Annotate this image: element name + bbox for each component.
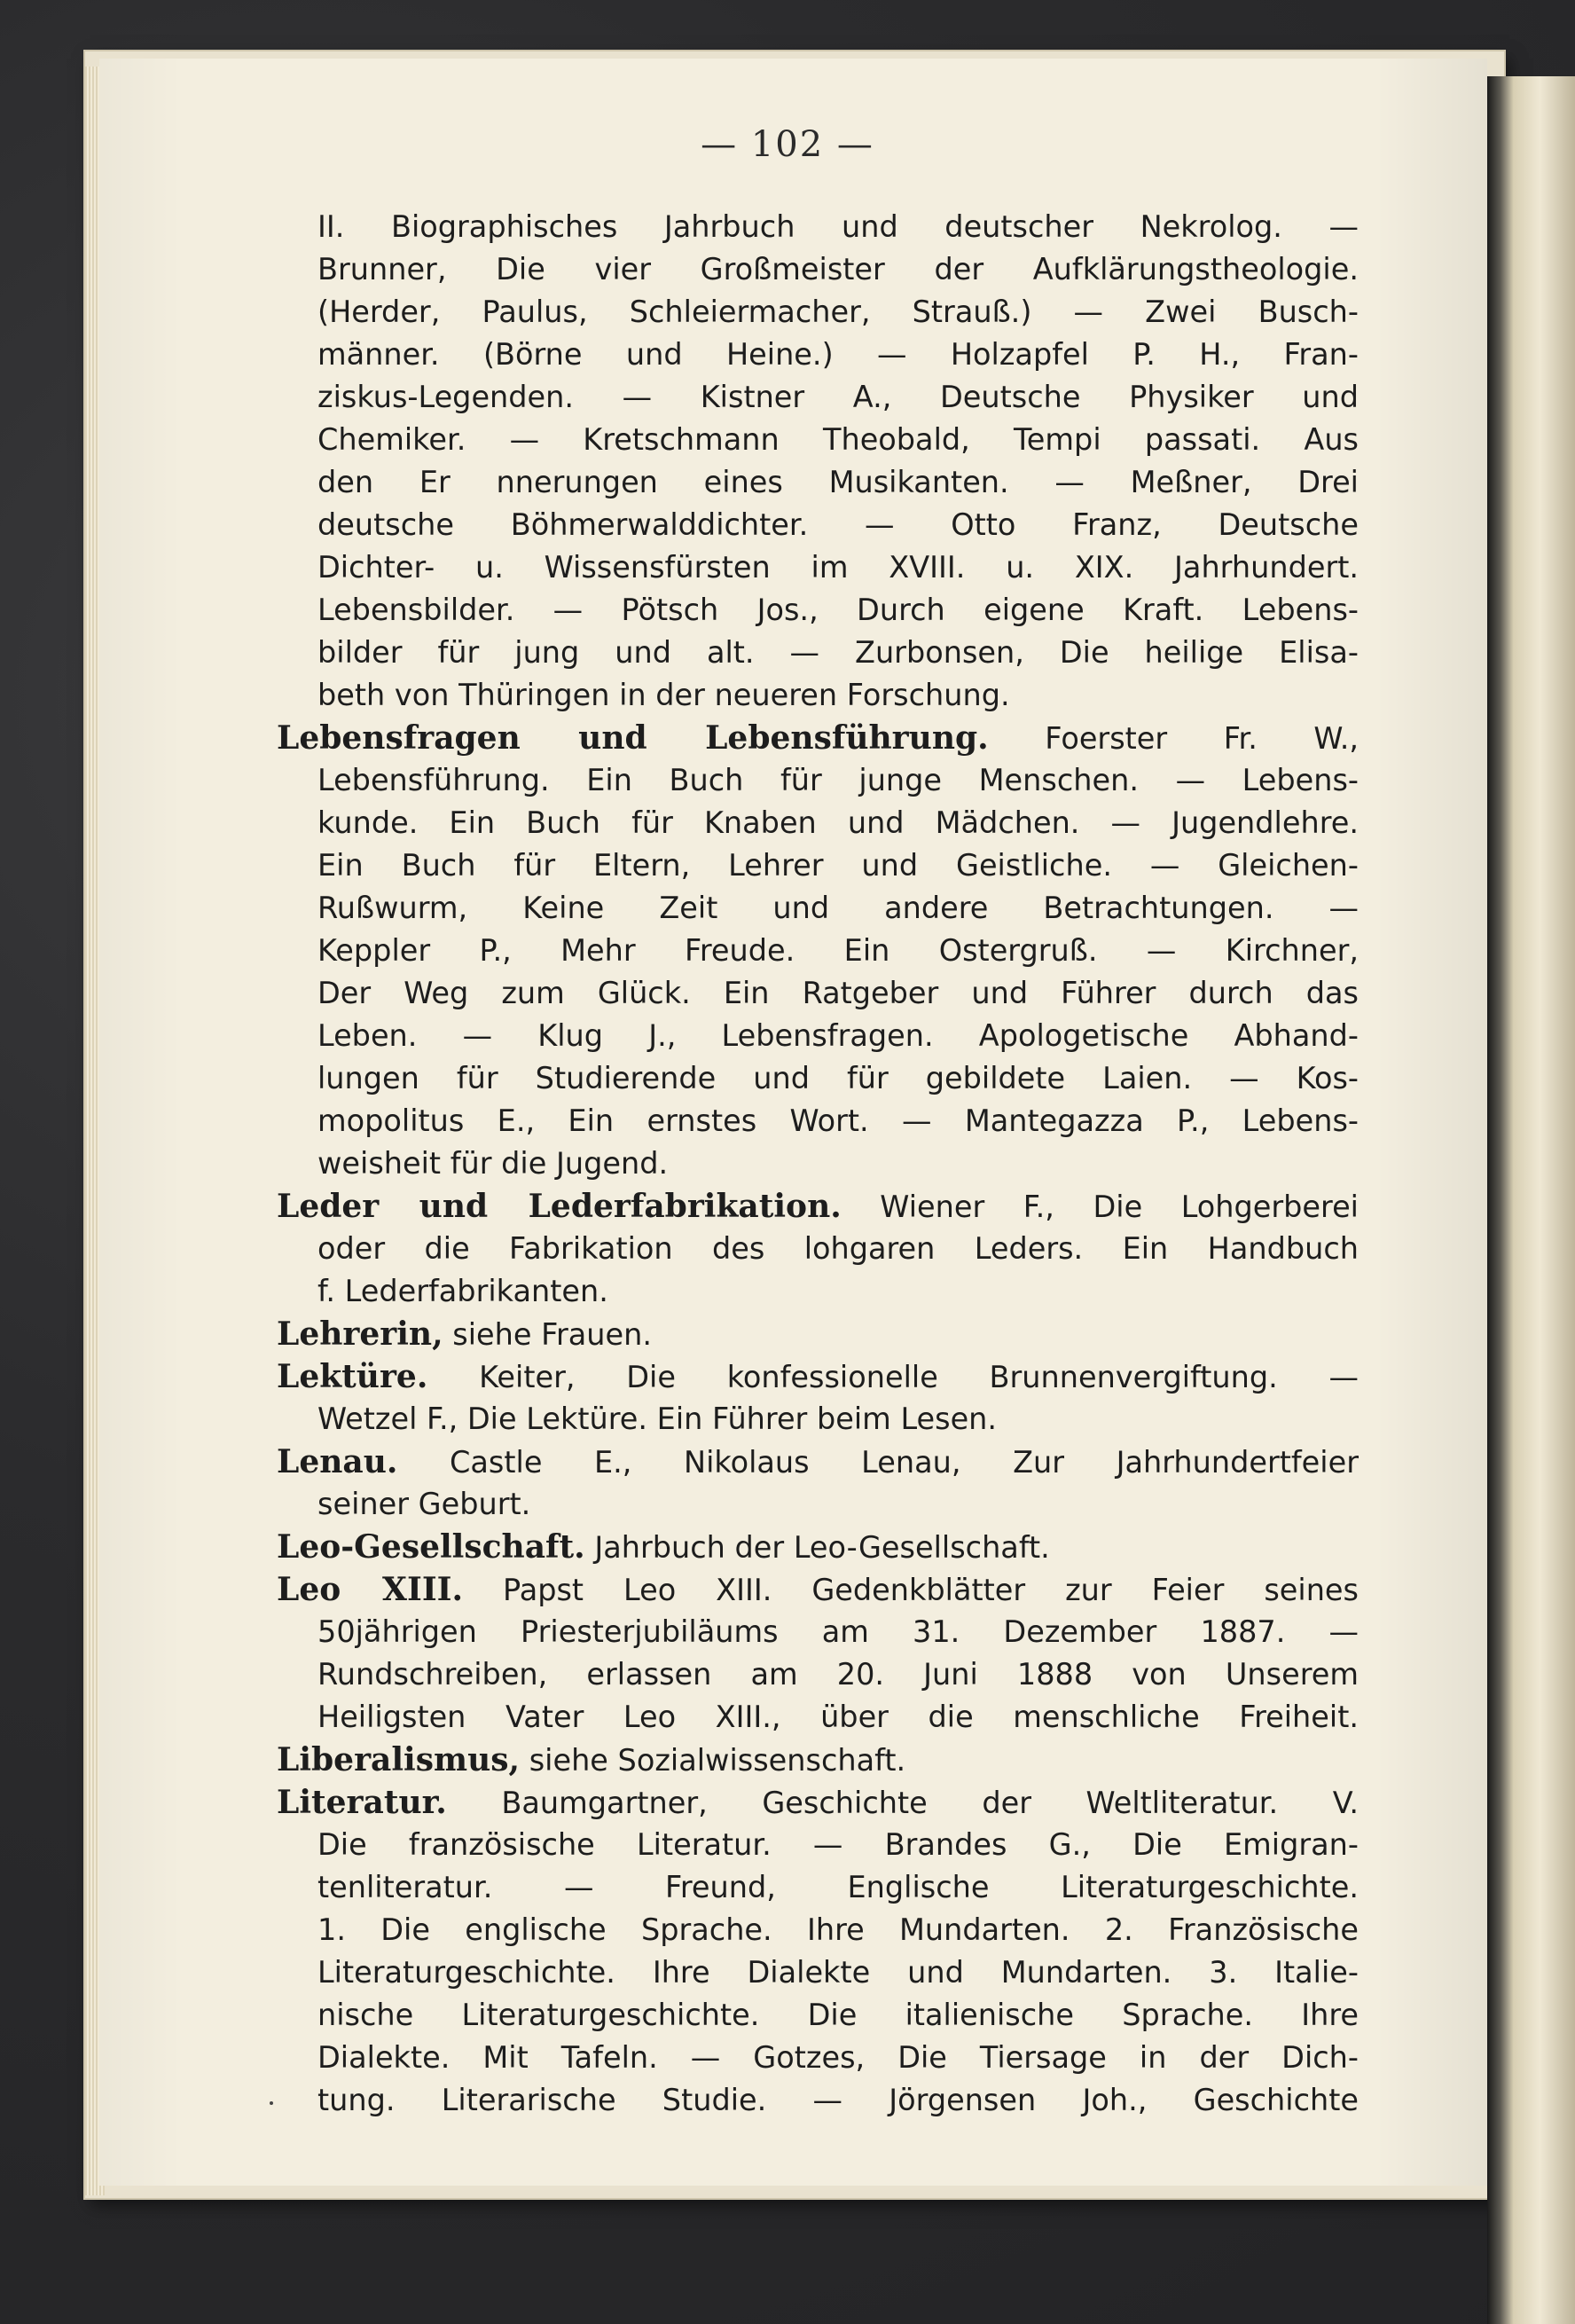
text-line xyxy=(277,248,1359,291)
text-line xyxy=(277,546,1359,589)
line-text: (Herder, Paulus, Schleiermacher, Strauß.) — Zwei Busch- xyxy=(317,294,1359,329)
text-line xyxy=(277,419,1359,461)
entry-heading: Lenau. xyxy=(277,1443,398,1480)
line-text: deutsche Böhmerwalddichter. — Otto Franz, Deutsche xyxy=(317,507,1359,542)
entry-heading: Liberalismus, xyxy=(277,1741,521,1778)
line-text: 1. Die englische Sprache. Ihre Mundarten. 2. Französische xyxy=(317,1912,1359,1947)
line-text: ziskus-Legenden. — Kistner A., Deutsche Physiker und xyxy=(317,380,1359,414)
index-entry-line xyxy=(277,1355,1359,1398)
text-line xyxy=(277,461,1359,504)
line-text: Chemiker. — Kretschmann Theobald, Tempi passati. Aus xyxy=(317,422,1359,457)
text-line xyxy=(277,1483,1359,1526)
line-text: lungen für Studierende und für gebildete Laien. — Kos- xyxy=(317,1061,1359,1095)
line-text: Papst Leo XIII. Gedenkblätter zur Feier seines xyxy=(463,1573,1359,1607)
text-line xyxy=(277,2037,1359,2079)
line-text: Wetzel F., Die Lektüre. Ein Führer beim Lesen. xyxy=(317,1401,998,1436)
line-text: Dichter- u. Wissensfürsten im XVIII. u. XIX. Jahrhundert. xyxy=(317,550,1359,585)
index-entry-line xyxy=(277,1441,1359,1483)
line-text: Heiligsten Vater Leo XIII., über die menschliche Freiheit. xyxy=(317,1700,1359,1734)
text-line xyxy=(277,1398,1359,1441)
text-line xyxy=(277,589,1359,632)
text-line xyxy=(277,1015,1359,1057)
line-text: Castle E., Nikolaus Lenau, Zur Jahrhundertfeier xyxy=(397,1445,1359,1480)
line-text: Baumgartner, Geschichte der Weltliteratur. V. xyxy=(446,1786,1359,1820)
index-entry-line xyxy=(277,717,1359,759)
text-line xyxy=(277,334,1359,376)
line-text: II. Biographisches Jahrbuch und deutscher Nekrolog. — xyxy=(317,209,1359,244)
line-text: bilder für jung und alt. — Zurbonsen, Die heilige Elisa- xyxy=(317,635,1359,670)
line-text: mopolitus E., Ein ernstes Wort. — Mantegazza P., Lebens- xyxy=(317,1103,1359,1138)
book-spine xyxy=(1487,76,1575,2324)
text-line xyxy=(277,376,1359,419)
text-line xyxy=(277,206,1359,248)
entry-heading: Leder und Lederfabrikation. xyxy=(277,1188,842,1225)
line-text: tenliteratur. — Freund, Englische Literaturgeschichte. xyxy=(317,1870,1359,1904)
line-text: Brunner, Die vier Großmeister der Aufklärungstheologie. xyxy=(317,252,1359,287)
entry-heading: Lehrerin, xyxy=(277,1315,443,1353)
line-text: nische Literaturgeschichte. Die italienische Sprache. Ihre xyxy=(317,1998,1359,2032)
text-line xyxy=(277,1696,1359,1739)
line-text: Leben. — Klug J., Lebensfragen. Apologetische Abhand- xyxy=(317,1018,1359,1053)
line-text: f. Lederfabrikanten. xyxy=(317,1274,608,1308)
line-text: Der Weg zum Glück. Ein Ratgeber und Führer durch das xyxy=(317,976,1359,1010)
text-line xyxy=(277,1611,1359,1653)
text-line xyxy=(277,930,1359,972)
index-entry-line xyxy=(277,1526,1359,1568)
entry-heading: Leo XIII. xyxy=(277,1571,464,1608)
text-line xyxy=(277,1270,1359,1313)
line-text: Rußwurm, Keine Zeit und andere Betrachtungen. — xyxy=(317,891,1359,925)
line-text: Lebensbilder. — Pötsch Jos., Durch eigene Kraft. Lebens- xyxy=(317,593,1359,627)
index-text-block xyxy=(277,206,1359,2122)
line-text: kunde. Ein Buch für Knaben und Mädchen. — Jugendlehre. xyxy=(317,805,1359,840)
line-text: beth von Thüringen in der neueren Forschung. xyxy=(317,678,1010,712)
entry-heading: Literatur. xyxy=(277,1784,447,1821)
entry-heading: Lebensfragen und Lebensführung. xyxy=(277,719,989,757)
line-text: 50jährigen Priesterjubiläums am 31. Dezember 1887. — xyxy=(317,1614,1359,1649)
text-line xyxy=(277,632,1359,674)
index-entry-line xyxy=(277,1739,1359,1781)
line-text: den Er nnerungen eines Musikanten. — Meßner, Drei xyxy=(317,465,1359,499)
text-line xyxy=(277,1100,1359,1142)
text-line xyxy=(277,844,1359,887)
line-text: Foerster Fr. W., xyxy=(988,721,1359,756)
text-line xyxy=(277,1142,1359,1185)
line-text: Rundschreiben, erlassen am 20. Juni 1888 von Unserem xyxy=(317,1657,1359,1692)
line-text: tung. Literarische Studie. — Jörgensen Joh., Geschichte xyxy=(317,2083,1359,2117)
line-text: Lebensführung. Ein Buch für junge Menschen. — Lebens- xyxy=(317,763,1359,797)
text-line xyxy=(277,1909,1359,1951)
line-text: oder die Fabrikation des lohgaren Leders. Ein Handbuch xyxy=(317,1231,1359,1266)
index-entry-line xyxy=(277,1568,1359,1611)
line-text: Dialekte. Mit Tafeln. — Gotzes, Die Tiersage in der Dich- xyxy=(317,2040,1359,2075)
line-text: Keiter, Die konfessionelle Brunnenvergiftung. — xyxy=(427,1360,1359,1394)
entry-heading: Leo-Gesellschaft. xyxy=(277,1528,585,1566)
text-line xyxy=(277,802,1359,844)
text-line xyxy=(277,291,1359,334)
line-text: siehe Sozialwissenschaft. xyxy=(520,1743,906,1778)
text-line xyxy=(277,1653,1359,1696)
page-number: — 102 — xyxy=(701,124,874,165)
text-line xyxy=(277,1866,1359,1909)
text-line xyxy=(277,1228,1359,1270)
line-text: siehe Frauen. xyxy=(443,1317,652,1352)
line-text: Wiener F., Die Lohgerberei xyxy=(841,1189,1359,1224)
line-text: Literaturgeschichte. Ihre Dialekte und Mundarten. 3. Italie- xyxy=(317,1955,1359,1990)
text-line xyxy=(277,972,1359,1015)
text-line xyxy=(277,2079,1359,2122)
line-text: Die französische Literatur. — Brandes G., Die Emigran- xyxy=(317,1827,1359,1862)
text-line xyxy=(277,887,1359,930)
text-line xyxy=(277,1057,1359,1100)
text-line xyxy=(277,674,1359,717)
line-text: Jahrbuch der Leo-Gesellschaft. xyxy=(584,1530,1050,1565)
line-text: Ein Buch für Eltern, Lehrer und Geistliche. — Gleichen- xyxy=(317,848,1359,883)
line-text: seiner Geburt. xyxy=(317,1487,531,1521)
text-line xyxy=(277,1951,1359,1994)
index-entry-line xyxy=(277,1185,1359,1228)
text-line xyxy=(277,1824,1359,1866)
text-line xyxy=(277,1994,1359,2037)
entry-heading: Lektüre. xyxy=(277,1358,428,1395)
line-text: männer. (Börne und Heine.) — Holzapfel P. H., Fran- xyxy=(317,337,1359,372)
index-entry-line xyxy=(277,1313,1359,1355)
text-line xyxy=(277,759,1359,802)
index-entry-line xyxy=(277,1781,1359,1824)
ink-speck xyxy=(270,2101,273,2105)
text-line xyxy=(277,504,1359,546)
line-text: Keppler P., Mehr Freude. Ein Ostergruß. — Kirchner, xyxy=(317,933,1359,968)
line-text: weisheit für die Jugend. xyxy=(317,1146,669,1181)
